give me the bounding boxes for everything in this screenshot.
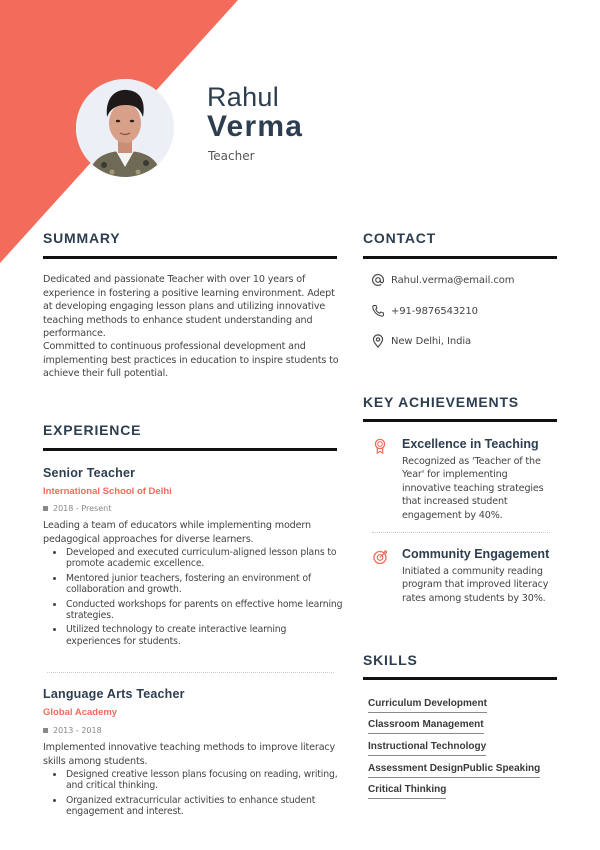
achievement-separator (372, 532, 550, 533)
job-role: Teacher (208, 149, 255, 163)
first-name: Rahul (207, 82, 280, 112)
job-bullet: Designed creative lesson plans focusing on reading, writing, and critical thinking. (53, 769, 343, 792)
job-dates (43, 726, 102, 735)
calendar-icon (43, 506, 48, 511)
job-separator (47, 672, 334, 673)
job-dates (43, 504, 111, 513)
job-bullets (53, 547, 343, 650)
contact-phone-text: +91-9876543210 (391, 305, 478, 317)
job-bullet: Developed and executed curriculum-aligned lesson plans to promote academic excellence. (53, 547, 343, 570)
achievement-description: Initiated a community reading program that improved literacy rates among students by 30%. (402, 566, 549, 604)
contact-email-text: Rahul.verma@email.com (391, 274, 515, 286)
contact-email[interactable] (371, 273, 514, 287)
job-bullet: Utilized technology to create interactive learning experiences for students. (53, 624, 343, 647)
achievements-divider (363, 419, 557, 422)
skills-divider (363, 677, 557, 680)
at-sign-icon (371, 273, 385, 287)
skill-tag: Curriculum Development (368, 698, 487, 713)
summary-heading: SUMMARY (43, 230, 121, 246)
contact-heading: CONTACT (363, 230, 436, 246)
job-description: Implemented innovative teaching methods to improve literacy skills among students. (43, 742, 336, 767)
skill-tag: Public Speaking (463, 763, 540, 778)
job-bullet: Organized extracurricular activities to enhance student engagement and interest. (53, 795, 343, 818)
skill-tag: Instructional Technology (368, 741, 486, 756)
job-company: International School of Delhi (43, 486, 172, 497)
job-title: Language Arts Teacher (43, 687, 185, 701)
profile-photo (76, 79, 174, 177)
job-bullets (53, 769, 343, 821)
award-icon (372, 438, 388, 454)
skill-tag: Critical Thinking (368, 784, 446, 799)
experience-heading: EXPERIENCE (43, 422, 142, 438)
phone-icon (371, 304, 385, 318)
job-description: Leading a team of educators while implementing modern pedagogical approaches for diverse learners. (43, 520, 311, 545)
skill-tag: Assessment Design (368, 763, 463, 778)
summary-paragraph-2: Committed to continuous professional development and implementing best practices in education to inspire students to achieve their full potential. (43, 341, 339, 379)
contact-divider (363, 256, 557, 259)
skill-tag: Classroom Management (368, 719, 484, 734)
contact-location-text: New Delhi, India (391, 335, 472, 347)
achievement-description: Recognized as 'Teacher of the Year' for implementing innovative teaching strategies that increased student engagement by 40%. (402, 456, 544, 521)
contact-phone[interactable] (371, 304, 478, 318)
profile-photo-icon (76, 79, 174, 177)
target-icon (372, 549, 388, 565)
skills-heading: SKILLS (363, 652, 418, 668)
experience-divider (43, 448, 337, 451)
location-pin-icon (371, 334, 385, 348)
summary-divider (43, 256, 337, 259)
job-bullet: Conducted workshops for parents on effective home learning strategies. (53, 599, 343, 622)
calendar-icon (43, 728, 48, 733)
job-title: Senior Teacher (43, 466, 136, 480)
job-dates-text: 2018 - Present (53, 504, 112, 513)
achievement-title: Community Engagement (402, 547, 550, 561)
achievements-heading: KEY ACHIEVEMENTS (363, 394, 519, 410)
job-dates-text: 2013 - 2018 (53, 726, 102, 735)
contact-location (371, 334, 471, 348)
last-name: Verma (207, 110, 304, 143)
job-company: Global Academy (43, 707, 118, 718)
job-bullet: Mentored junior teachers, fostering an environment of collaboration and growth. (53, 573, 343, 596)
achievement-title: Excellence in Teaching (402, 437, 539, 451)
summary-paragraph-1: Dedicated and passionate Teacher with over 10 years of experience in fostering a positive learning environment. Adept at developing engaging lesson plans and utilizing innovative teaching methods to enhance student understanding and performance. (43, 274, 335, 339)
